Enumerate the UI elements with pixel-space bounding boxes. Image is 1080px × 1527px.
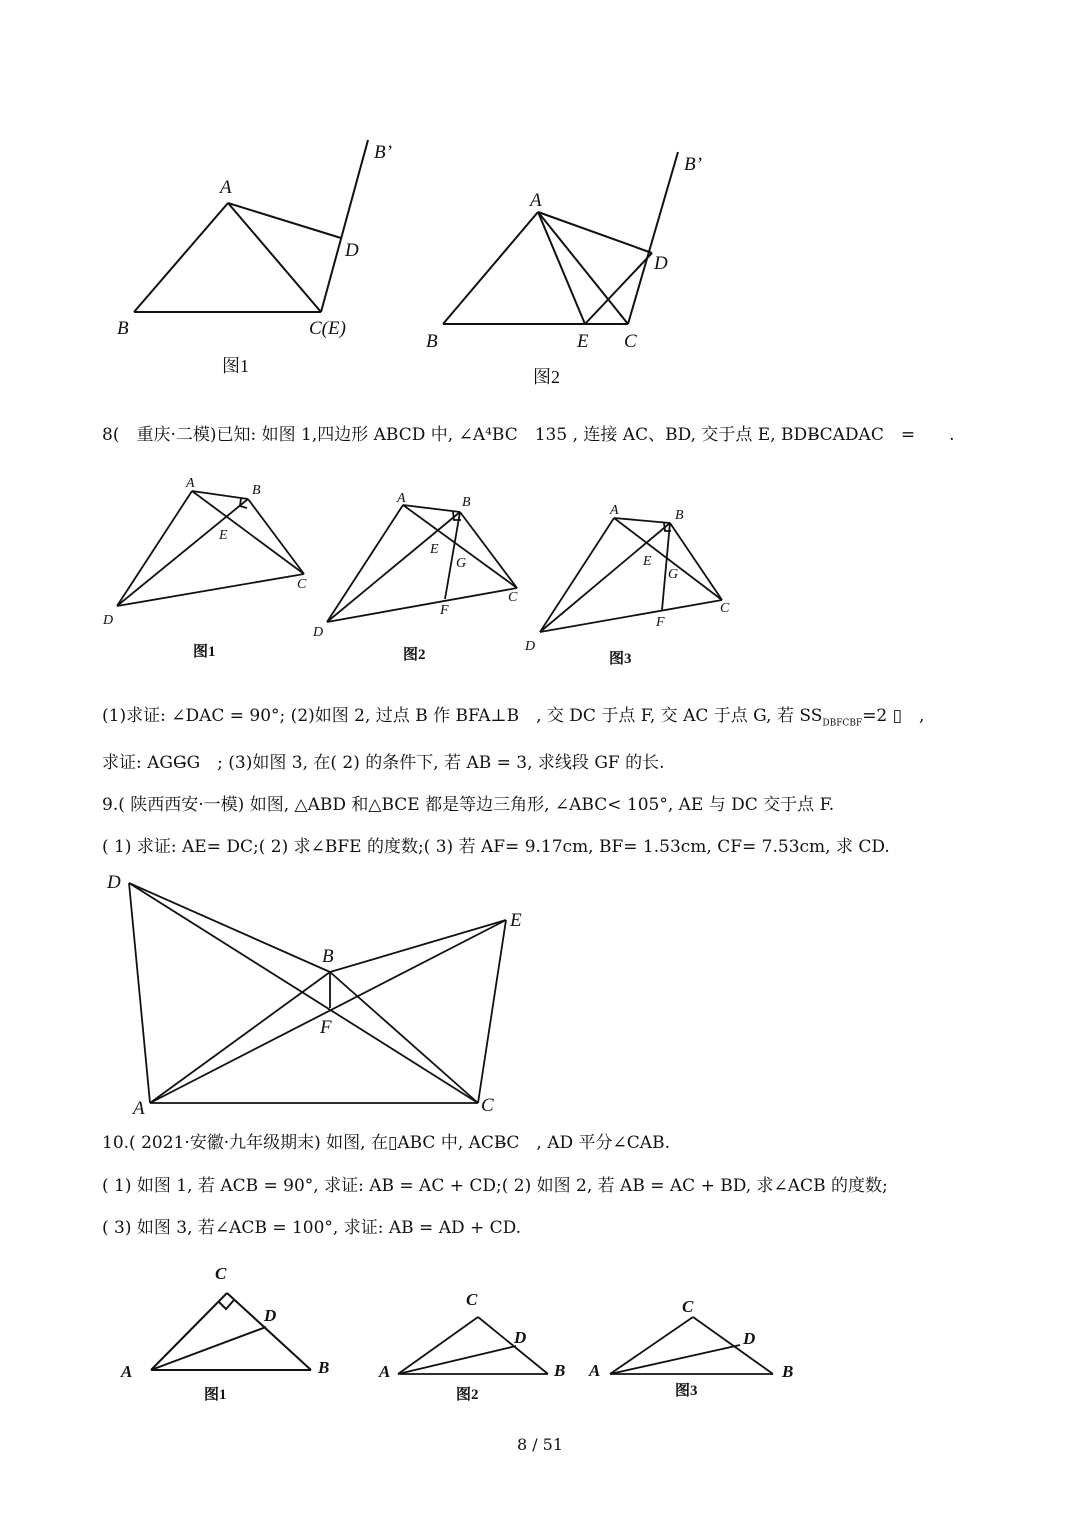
- segment: [151, 1293, 227, 1370]
- point-label: C: [297, 577, 307, 592]
- q8-figure-1: [117, 491, 304, 606]
- point-label: B: [318, 1358, 330, 1377]
- segment: [228, 203, 321, 312]
- point-label: D: [264, 1306, 277, 1325]
- segment: [330, 972, 478, 1103]
- q8-figure-2: [327, 505, 517, 622]
- segment: [327, 505, 403, 622]
- point-label: B: [554, 1361, 566, 1380]
- segment: [398, 1346, 516, 1374]
- problem-10-figures: [0, 1255, 1080, 1415]
- point-label: C: [481, 1095, 494, 1116]
- figure-caption: 图3: [609, 651, 632, 667]
- point-label: E: [577, 331, 589, 352]
- point-label: C: [508, 590, 518, 605]
- segment: [540, 518, 614, 632]
- top-figures: [0, 0, 1080, 400]
- segment: [129, 883, 330, 972]
- segment: [192, 491, 304, 574]
- point-label: D: [525, 639, 536, 654]
- point-label: B’: [374, 142, 392, 163]
- figure-caption: 图2: [403, 647, 426, 663]
- point-label: A: [610, 503, 619, 518]
- point-label: A: [589, 1361, 601, 1380]
- point-label: A: [186, 476, 195, 491]
- figure-caption: 图2: [456, 1387, 479, 1403]
- segment: [151, 1327, 266, 1370]
- q8-figure-3: [540, 518, 722, 632]
- point-label: D: [743, 1329, 756, 1348]
- segment: [540, 600, 722, 632]
- segment: [327, 588, 517, 622]
- point-label: C: [215, 1264, 227, 1283]
- problem-10-part-1: ( 1) 如图 1, 若 ACB = 90°, 求证: AB = AC + CD;( 2) 如图 2, 若 AB = AC + BD, 求∠ACB 的度数;: [102, 1176, 888, 1196]
- top-figure-1: [134, 140, 368, 312]
- problem-8-line-1: [102, 704, 924, 735]
- segment: [248, 499, 304, 574]
- point-label: C: [682, 1297, 694, 1316]
- point-label: E: [219, 528, 228, 543]
- point-label: F: [656, 615, 665, 630]
- segment: [614, 518, 670, 523]
- point-label: F: [440, 603, 449, 618]
- point-label: A: [379, 1362, 391, 1381]
- point-label: E: [643, 554, 652, 569]
- problem-8-line-2: 求证: AGG̶G ; (3)如图 3, 在( 2) 的条件下, 若 AB = 3, 求线段 GF 的长.: [102, 753, 665, 773]
- point-label: D: [313, 625, 324, 640]
- point-label: B: [426, 331, 438, 352]
- problem-8-figures: [0, 470, 1080, 670]
- segment: [398, 1317, 478, 1374]
- point-label: B: [322, 946, 334, 967]
- point-label: B’: [684, 154, 702, 175]
- point-label: C: [466, 1290, 478, 1309]
- point-label: B: [782, 1362, 794, 1381]
- segment: [478, 920, 506, 1103]
- point-label: F: [320, 1017, 332, 1038]
- point-label: A: [220, 177, 232, 198]
- point-label: G: [456, 556, 467, 571]
- point-label: C: [624, 331, 637, 352]
- text-run: (1)求证: ∠DAC = 90°; (2)如图 2, 过点 B 作 BFA⊥B , 交 DC 于点 F, 交 AC 于点 G, 若 SS: [102, 706, 823, 726]
- segment: [538, 212, 585, 324]
- point-label: D: [514, 1328, 527, 1347]
- point-label: A: [133, 1098, 145, 1118]
- figure-caption: 图3: [675, 1383, 698, 1399]
- problem-9-stem: 9.( 陕西西安·一模) 如图, △ABD 和△BCE 都是等边三角形, ∠ABC< 105°, AE 与 DC 交于点 F.: [102, 795, 835, 815]
- segment: [443, 212, 538, 324]
- problem-8-stem: 8( 重庆·二模)已知: 如图 1,四边形 ABCD 中, ∠A⁴BC 135 , 连接 AC、BD, 交于点 E, BDB̶CADAC = .: [102, 425, 955, 445]
- point-label: D: [103, 613, 114, 628]
- top-figure-2: [443, 152, 678, 324]
- point-label: A: [397, 491, 406, 506]
- segment: [460, 512, 517, 588]
- point-label: B: [675, 508, 684, 523]
- figure-caption: 图1: [204, 1387, 227, 1403]
- figure-caption: 图1: [193, 644, 216, 660]
- segment: [478, 1317, 548, 1374]
- problem-9-figure: [0, 868, 1080, 1118]
- point-label: B: [462, 495, 471, 510]
- segment: [117, 491, 192, 606]
- ray: [628, 152, 678, 324]
- point-label: B: [117, 318, 129, 339]
- point-label: E: [510, 910, 522, 931]
- segment: [129, 883, 150, 1103]
- point-label: C: [720, 601, 730, 616]
- segment: [134, 203, 228, 312]
- figure-caption: 图1: [222, 356, 249, 376]
- point-label: D: [345, 240, 359, 261]
- right-angle-mark: [218, 1300, 234, 1309]
- subscript: DBFCBF: [822, 718, 863, 729]
- text-run: =2 ▯ ,: [862, 706, 925, 726]
- segment: [129, 883, 478, 1103]
- segment: [117, 574, 304, 606]
- segment: [540, 523, 670, 632]
- segment: [403, 505, 517, 588]
- problem-10-part-2: ( 3) 如图 3, 若∠ACB = 100°, 求证: AB = AD + CD.: [102, 1218, 522, 1238]
- segment: [693, 1317, 773, 1374]
- segment: [117, 499, 248, 606]
- point-label: G: [668, 567, 679, 582]
- point-label: A: [121, 1362, 133, 1381]
- point-label: B: [252, 483, 261, 498]
- segment: [227, 1293, 311, 1370]
- problem-10-stem: 10.( 2021·安徽·九年级期末) 如图, 在▯ABC 中, ACB̶C , AD 平分∠CAB.: [102, 1133, 670, 1153]
- point-label: D: [107, 872, 121, 893]
- problem-9-parts: ( 1) 求证: AE= DC;( 2) 求∠BFE 的度数;( 3) 若 AF= 9.17cm, BF= 1.53cm, CF= 7.53cm, 求 CD.: [102, 837, 890, 857]
- figure-caption: 图2: [533, 367, 560, 387]
- point-label: D: [654, 253, 668, 274]
- segment: [330, 920, 506, 972]
- segment: [670, 523, 722, 600]
- point-label: C(E): [309, 318, 346, 339]
- segment: [228, 203, 341, 238]
- page-number: 8 / 51: [516, 1435, 564, 1454]
- point-label: A: [530, 190, 542, 211]
- ray: [321, 140, 368, 312]
- segment: [610, 1345, 740, 1374]
- point-label: E: [430, 542, 439, 557]
